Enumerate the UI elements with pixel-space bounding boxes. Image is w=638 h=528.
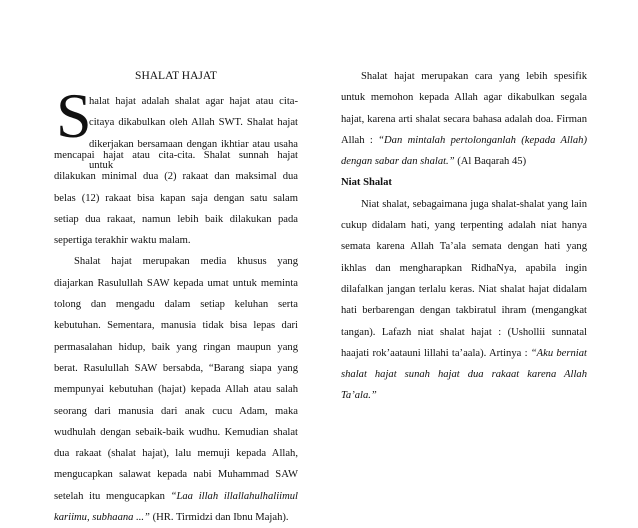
left-column — [54, 145, 298, 528]
quran-quote: “Dan mintalah pertolonganlah (kepada Allah) dengan sabar dan shalat.” — [341, 134, 587, 168]
paragraph-3 — [341, 66, 587, 172]
paragraph-4 — [341, 194, 587, 407]
paragraph-2-text: Shalat hajat merupakan media khusus yang diajarkan Rasulullah SAW kepada umat untuk meminta tolong dan mengadu dalam setiap keluhan serta kebutuhan. Sementara, manusia tidak bisa lepas dari permasalahan hidup, baik yang ringan maupun yang berat. Rasulullah SAW bersabda, “Barang siapa yang mempunyai kebutuhan (hajat) kepada Allah atau salah seorang dari manusia dari anak cucu Adam, maka wudhulah dengan sebaik-baik wudhu. Kemudian shalat dua rakaat (shalat hajat), lalu memuji kepada Allah, mengucapkan salawat kepada nabi Muhammad SAW setelah itu mengucapkan — [54, 256, 298, 502]
quran-reference: (Al Baqarah 45) — [454, 156, 527, 168]
paragraph-1-continued: mencapai hajat atau cita-cita. Shalat sunnah hajat dilakukan minimal dua (2) rakaat dan maksimal dua belas (12) rakaat bisa kapan saja dengan satu salam setiap dua rakaat, namun lebih baik dilakukan pada sepertiga terakhir waktu malam. — [54, 150, 298, 247]
paragraph-2 — [54, 251, 298, 528]
hadith-reference: (HR. Tirmidzi dan Ibnu Majah). — [149, 512, 289, 524]
paragraph-3-text: Shalat hajat merupakan cara yang lebih spesifik untuk memohon kepada Allah agar dikabulkan segala hajat, karena arti shalat secara bahasa adalah doa. Firman Allah : — [341, 71, 587, 146]
page-title: SHALAT HAJAT — [135, 70, 217, 82]
section-heading: Niat Shalat — [341, 177, 392, 189]
lead-paragraph: halat hajat adalah shalat agar hajat atau cita-citaya dikabulkan oleh Allah SWT. Shalat hajat dikerjakan bersamaan dengan ikhtiar atau usaha untuk — [89, 96, 298, 171]
dua-quote: “Laa illah illallahulhaliimul kariimu, subhaana ...” — [54, 490, 298, 524]
right-column — [341, 66, 587, 407]
paragraph-4-text: Niat shalat, sebagaimana juga shalat-shalat yang lain cukup didalam hati, yang terpenting adalah niat hanya semata karena Allah Ta’ala semata dengan hati yang ikhlas dan mengharapkan RidhaNya, apabila ingin dilafalkan jangan terlalu keras. Niat shalat hajat didalam hati berbarengan dengan takbiratul ihram (mengangkat tangan). Lafazh niat shalat hajat : (Ushollii sunnatal haajati rok’aatauni lillahi ta’aala). Artinya : — [341, 198, 587, 359]
drop-cap: S — [56, 80, 92, 151]
niat-translation: “Aku berniat shalat hajat sunah hajat dua rakaat karena Allah Ta’ala.” — [341, 347, 587, 402]
